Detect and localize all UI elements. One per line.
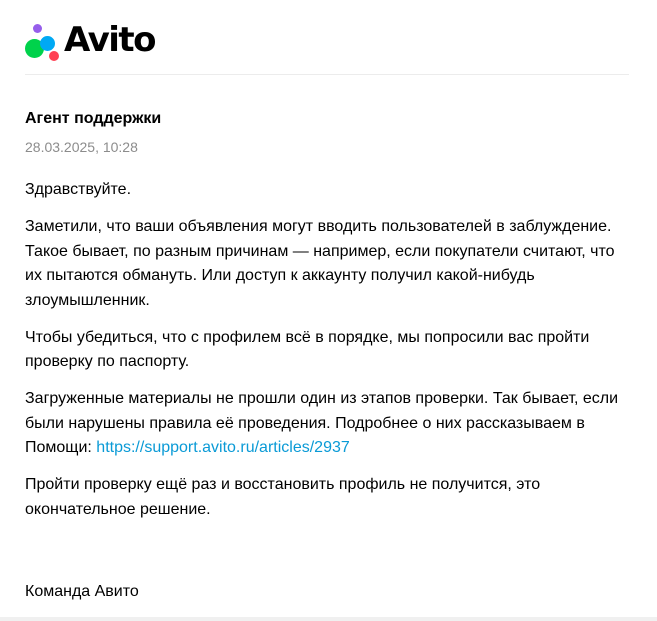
header-divider [25, 74, 629, 75]
paragraph-4: Пройти проверку ещё раз и восстановить профиль не получится, это окончательное решение. [25, 476, 541, 518]
paragraph-1: Заметили, что ваши объявления могут вводить пользователей в заблуждение. Такое бывает, по разным причинам — например, если покупатели считают, что их пытаются обмануть. Или доступ к аккаунту получил какой-нибудь злоумышленник. [25, 218, 615, 309]
avito-logo-dots-icon [25, 20, 63, 60]
paragraph-2: Чтобы убедиться, что с профилем всё в порядке, мы попросили вас пройти проверку по паспорту. [25, 328, 590, 370]
paragraph-3-text: Загруженные материалы не прошли один из этапов проверки. Так бывает, если были нарушены правила её проведения. Подробнее о них рассказываем в Помощи: [25, 390, 619, 456]
signature: Команда Авито [25, 583, 139, 600]
message-content [25, 178, 631, 535]
message-date: 28.03.2025, 10:28 [25, 139, 138, 155]
bottom-scroll-strip [0, 617, 657, 621]
logo-dot-purple [33, 24, 42, 33]
avito-logo[interactable] [25, 20, 155, 60]
greeting: Здравствуйте. [25, 181, 132, 198]
logo-dot-red [49, 51, 59, 61]
paragraph-3 [25, 387, 631, 461]
help-article-link[interactable]: https://support.avito.ru/articles/2937 [96, 439, 350, 456]
logo-wordmark: Avito [64, 20, 156, 60]
sender-name: Агент поддержки [25, 110, 162, 127]
logo-dot-blue [40, 36, 55, 51]
